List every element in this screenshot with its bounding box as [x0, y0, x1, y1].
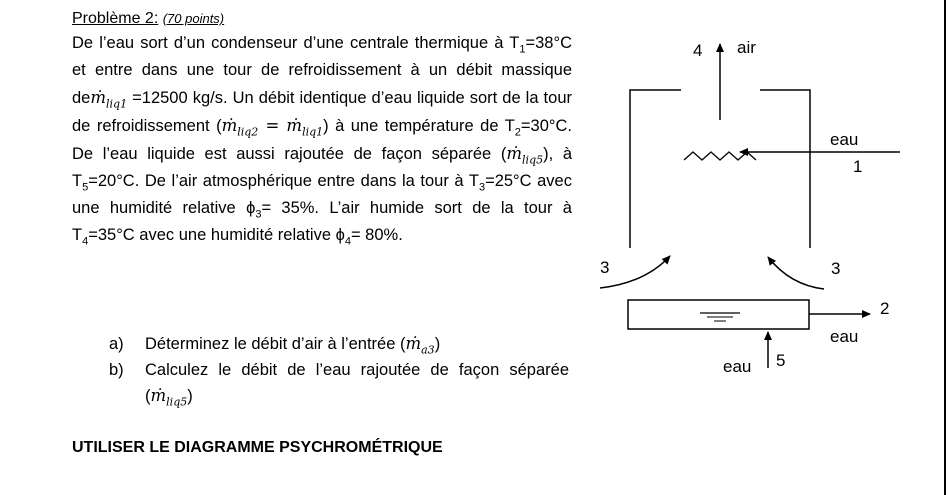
var-mliq2: ṁ$_{liq2}$ = ṁ$_{liq1}$ [221, 116, 324, 139]
statement-text: = 35%. L’air humide sort de la tour à T [72, 199, 572, 244]
air-inlet-right-number: 3 [831, 259, 841, 278]
subscript: 2 [514, 126, 521, 139]
water-inlet-number: 1 [853, 157, 863, 176]
subscript: 3 [255, 208, 262, 221]
statement-text: ) à une température de T [323, 117, 515, 135]
statement-text: =35°C avec une humidité relative ϕ [88, 226, 345, 244]
question-text: Déterminez le débit d’air à l’entrée (ṁ$_{a3}$) [145, 334, 441, 357]
air-inlet-left-arrow [600, 256, 670, 288]
statement-text: = 80%. [350, 226, 403, 244]
question-text: Calculez le débit de l’eau rajoutée de façon séparée (ṁ$_{liq5}$) [145, 361, 569, 409]
statement-text: De l’eau sort d’un condenseur d’une centrale thermique à T [72, 34, 520, 52]
statement-text: =30°C. De l’eau liquide est aussi rajoutée de façon séparée ( [72, 117, 572, 163]
question-label: a) [109, 335, 124, 353]
subscript: 5 [82, 181, 89, 194]
water-outlet-number: 2 [880, 299, 890, 318]
air-outlet-label: air [737, 38, 756, 57]
tower-right-wall [760, 90, 810, 248]
var-mliq1: ṁ$_{liq1}$ [90, 88, 128, 111]
statement-text: =38°C et entre dans une tour de refroidissement à un débit massique de [72, 34, 572, 107]
problem-points: (70 points) [162, 11, 225, 26]
air-inlet-left-number: 3 [600, 258, 610, 277]
question-label: b) [109, 361, 124, 379]
air-outlet-number: 4 [693, 41, 703, 60]
makeup-water-number: 5 [776, 351, 786, 370]
statement-text: =20°C. De l’air atmosphérique entre dans la tour à T [88, 172, 479, 190]
var-mliq5: ṁ$_{liq5}$ [506, 144, 544, 167]
statement-text: ), à T [72, 145, 572, 190]
subscript: 1 [519, 43, 526, 56]
subscript: 4 [344, 235, 351, 248]
subscript: 4 [82, 235, 89, 248]
water-inlet-label: eau [830, 130, 859, 149]
problem-heading: Problème 2: [72, 10, 159, 27]
tower-left-wall [630, 90, 681, 248]
water-basin [628, 300, 809, 329]
makeup-water-label: eau [723, 357, 752, 376]
statement-text: =25°C avec une humidité relative ϕ [72, 172, 572, 217]
air-inlet-right-arrow [768, 257, 824, 289]
statement-text: =12500 kg/s. Un débit identique d’eau liquide sort de la tour de refroidissement ( [72, 89, 572, 135]
water-outlet-label: eau [830, 327, 859, 346]
subscript: 3 [478, 181, 486, 194]
footer-instruction: UTILISER LE DIAGRAMME PSYCHROMÉTRIQUE [72, 439, 443, 456]
spray-nozzles [684, 152, 756, 160]
